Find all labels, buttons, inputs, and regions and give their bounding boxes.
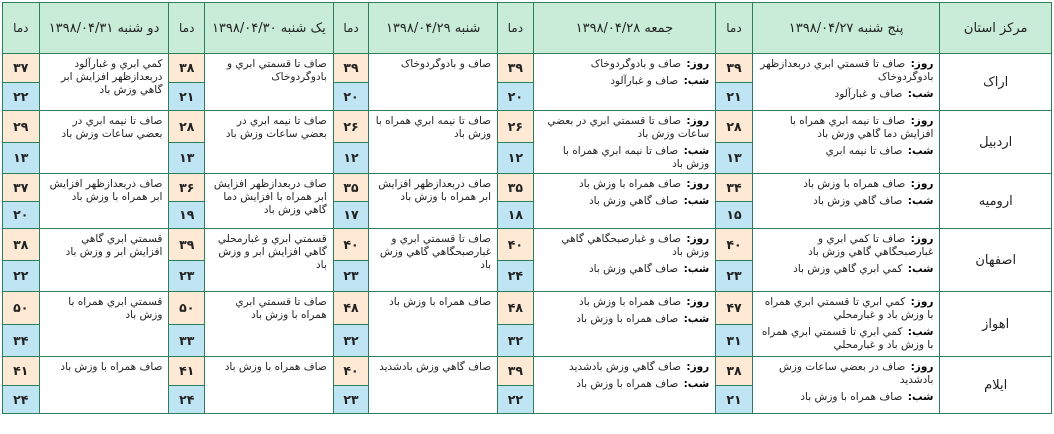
day-forecast (753, 357, 940, 387)
temperature-box (334, 229, 369, 291)
night-forecast-text: صاف همراه با وزش باد (576, 378, 679, 390)
forecast-cell-mon (39, 111, 169, 174)
temperature-box (169, 229, 204, 291)
forecast-cell-thu (752, 174, 940, 229)
day-forecast-text: صاف تا کمي ابري و غبارصبحگاهي گاهي وزش باد (808, 233, 934, 258)
temperature-cell-sat (333, 111, 369, 174)
min-temperature: ۳۴ (3, 325, 39, 357)
min-temperature: ۲۲ (3, 261, 39, 292)
temperature-box (716, 174, 752, 228)
day-forecast (753, 111, 940, 141)
forecast-cell-fri (533, 292, 716, 357)
forecast-cell-fri (533, 111, 716, 174)
temperature-cell-thu (716, 111, 753, 174)
max-temperature: ۴۰ (334, 229, 369, 261)
temp-header-mon: دما (3, 3, 40, 54)
max-temperature: ۳۷ (3, 54, 39, 83)
max-temperature: ۴۰ (498, 229, 533, 261)
day-forecast-text: صاف در بعضي ساعات وزش بادشديد (778, 361, 934, 386)
temperature-box (3, 174, 39, 228)
max-temperature: ۳۶ (169, 174, 204, 202)
forecast-cell-thu (752, 111, 940, 174)
night-forecast (753, 259, 940, 276)
night-label: شب: (907, 263, 934, 275)
forecast-cell-mon (39, 292, 169, 357)
forecast-cell-thu (752, 229, 940, 292)
forecast-text: صاف تا قسمتي ابري و بادوگردوخاک (227, 58, 327, 83)
table-row (3, 357, 1052, 414)
temperature-box (498, 111, 533, 173)
night-forecast-text: صاف گاهي وزش باد (813, 195, 903, 207)
min-temperature: ۲۰ (498, 83, 533, 111)
min-temperature: ۲۲ (498, 386, 533, 414)
night-forecast-text: کمي ابري تا قسمتي ابري همراه با وزش باد و غبارمحلي (761, 326, 934, 351)
day-forecast-text: صاف همراه با وزش باد (803, 178, 906, 190)
day-forecast-text: صاف گاهي وزش بادشديد (569, 361, 682, 373)
max-temperature: ۳۵ (498, 174, 533, 202)
temperature-box (498, 229, 533, 291)
forecast-text: صاف همراه با وزش باد (60, 361, 163, 373)
temperature-box (498, 292, 533, 356)
forecast-text: صاف همراه با وزش باد (389, 296, 492, 308)
forecast-cell-sat (369, 174, 498, 229)
forecast-text: صاف دربعدازظهر افزايش ابر همراه با وزش باد (378, 178, 492, 203)
night-forecast (753, 84, 940, 101)
temperature-cell-sat (333, 292, 369, 357)
max-temperature: ۳۷ (3, 174, 39, 202)
max-temperature: ۳۸ (169, 54, 204, 83)
forecast-cell-mon (39, 357, 169, 414)
temperature-cell-fri (498, 229, 534, 292)
day-label: روز: (910, 58, 934, 70)
day-forecast-text: صاف تا نيمه ابري همراه با افزايش دما گاهي وزش باد (789, 115, 934, 140)
day-label: روز: (686, 58, 710, 70)
table-row (3, 174, 1052, 229)
max-temperature: ۴۸ (334, 292, 369, 325)
header-row (3, 3, 1052, 54)
weather-forecast-table (2, 2, 1052, 414)
max-temperature: ۳۴ (716, 174, 752, 202)
max-temperature: ۳۵ (334, 174, 369, 202)
temperature-box (716, 292, 752, 356)
day-forecast (534, 229, 716, 259)
min-temperature: ۲۳ (334, 386, 369, 414)
night-forecast-text: صاف همراه با وزش باد (576, 313, 679, 325)
temperature-box (334, 174, 369, 228)
night-label: شب: (683, 313, 710, 325)
max-temperature: ۴۱ (169, 357, 204, 386)
forecast-cell-sat (369, 357, 498, 414)
temperature-cell-sat (333, 357, 369, 414)
max-temperature: ۳۹ (498, 54, 533, 83)
max-temperature: ۴۰ (334, 357, 369, 386)
min-temperature: ۱۳ (3, 143, 39, 174)
min-temperature: ۲۴ (498, 261, 533, 292)
max-temperature: ۳۹ (334, 54, 369, 83)
forecast-table-container (2, 2, 1052, 432)
temperature-box (498, 54, 533, 110)
min-temperature: ۲۴ (3, 386, 39, 414)
night-forecast (753, 191, 940, 208)
min-temperature: ۲۱ (716, 83, 752, 111)
forecast-text: صاف تا قسمتي ابري همراه با وزش باد (235, 296, 327, 321)
min-temperature: ۲۳ (716, 261, 752, 292)
max-temperature: ۲۶ (498, 111, 533, 143)
forecast-text: صاف گاهي وزش بادشديد (379, 361, 492, 373)
temperature-box (169, 292, 204, 356)
forecast-text: صاف دربعدازظهر افزايش ابر همراه با افزايش دما گاهي وزش باد (213, 178, 327, 216)
night-label: شب: (683, 195, 710, 207)
province-cell: اصفهان (940, 229, 1052, 292)
temperature-box (334, 111, 369, 173)
max-temperature: ۲۹ (3, 111, 39, 143)
max-temperature: ۳۸ (716, 357, 752, 386)
max-temperature: ۳۹ (716, 54, 752, 83)
min-temperature: ۱۹ (169, 202, 204, 229)
day-forecast-text: صاف و غبارصبحگاهي گاهي وزش باد (561, 233, 710, 258)
forecast-text: قسمتي ابري و غبارمحلي گاهي افزايش ابر و وزش باد (217, 233, 327, 271)
night-forecast (534, 309, 716, 326)
max-temperature: ۲۸ (716, 111, 752, 143)
day-label: روز: (686, 115, 710, 127)
temperature-cell-sat (333, 174, 369, 229)
temperature-box (498, 357, 533, 413)
temperature-box (3, 357, 39, 413)
forecast-cell-sun (204, 111, 333, 174)
table-row (3, 292, 1052, 357)
temperature-cell-sun (169, 292, 205, 357)
forecast-cell-sun (204, 292, 333, 357)
temperature-box (334, 292, 369, 356)
night-label: شب: (907, 88, 934, 100)
temp-header-sun: دما (169, 3, 205, 54)
night-forecast (534, 374, 716, 391)
day-label: روز: (910, 233, 934, 245)
min-temperature: ۱۸ (498, 202, 533, 229)
temperature-cell-mon (3, 111, 40, 174)
min-temperature: ۲۳ (334, 261, 369, 292)
temperature-cell-thu (716, 54, 753, 111)
day-label: روز: (910, 296, 934, 308)
temperature-cell-mon (3, 357, 40, 414)
night-forecast (534, 191, 716, 208)
forecast-cell-mon (39, 229, 169, 292)
min-temperature: ۲۴ (169, 386, 204, 414)
day-forecast-text: صاف و بادوگردوخاک (590, 58, 682, 70)
temperature-cell-sun (169, 54, 205, 111)
temperature-cell-thu (716, 292, 753, 357)
max-temperature: ۴۸ (498, 292, 533, 325)
forecast-text: قسمتي ابري همراه با وزش باد (68, 296, 163, 321)
province-column-header: مرکز استان (940, 3, 1052, 54)
temperature-box (498, 174, 533, 228)
max-temperature: ۳۹ (498, 357, 533, 386)
forecast-cell-thu (752, 54, 940, 111)
day-forecast-text: صاف همراه با وزش باد (579, 178, 682, 190)
night-forecast-text: صاف همراه با وزش باد (800, 391, 903, 403)
temperature-box (169, 54, 204, 110)
forecast-cell-sun (204, 174, 333, 229)
min-temperature: ۱۲ (498, 143, 533, 174)
day-label: روز: (910, 361, 934, 373)
max-temperature: ۳۸ (3, 229, 39, 261)
temperature-cell-fri (498, 292, 534, 357)
day-label: روز: (686, 178, 710, 190)
forecast-cell-fri (533, 357, 716, 414)
forecast-text: صاف و بادوگردوخاک (400, 58, 492, 70)
temperature-box (334, 357, 369, 413)
day-forecast (534, 174, 716, 191)
forecast-cell-mon (39, 174, 169, 229)
night-label: شب: (683, 263, 710, 275)
night-label: شب: (907, 195, 934, 207)
day-header-sat: شنبه ۱۳۹۸/۰۴/۲۹ (369, 3, 498, 54)
table-row (3, 54, 1052, 111)
temperature-box (716, 111, 752, 173)
temperature-cell-mon (3, 174, 40, 229)
table-row (3, 111, 1052, 174)
province-cell: اروميه (940, 174, 1052, 229)
max-temperature: ۴۷ (716, 292, 752, 325)
forecast-text: صاف تا نيمه ابري همراه با وزش باد (375, 115, 492, 140)
forecast-text: صاف همراه با وزش باد (224, 361, 327, 373)
night-label: شب: (683, 145, 710, 157)
min-temperature: ۱۷ (334, 202, 369, 229)
min-temperature: ۳۳ (169, 325, 204, 357)
min-temperature: ۲۱ (169, 83, 204, 111)
min-temperature: ۳۲ (334, 325, 369, 357)
temp-header-sat: دما (333, 3, 369, 54)
forecast-cell-thu (752, 292, 940, 357)
day-forecast-text: صاف تا قسمتي ابري در بعضي ساعات وزش باد (547, 115, 710, 140)
temperature-box (3, 54, 39, 110)
day-forecast (534, 357, 716, 374)
temperature-box (716, 229, 752, 291)
temperature-box (169, 174, 204, 228)
province-cell: اهواز (940, 292, 1052, 357)
temperature-cell-thu (716, 357, 753, 414)
min-temperature: ۳۱ (716, 325, 752, 357)
province-cell: اراک (940, 54, 1052, 111)
night-forecast (753, 322, 940, 352)
temperature-box (3, 229, 39, 291)
day-forecast (753, 229, 940, 259)
forecast-cell-sat (369, 292, 498, 357)
forecast-text: قسمتي ابري گاهي افزايش ابر و وزش باد (65, 233, 163, 258)
min-temperature: ۱۵ (716, 202, 752, 229)
temperature-box (3, 111, 39, 173)
temperature-box (169, 111, 204, 173)
temperature-cell-sun (169, 111, 205, 174)
temperature-box (169, 357, 204, 413)
day-label: روز: (686, 361, 710, 373)
night-forecast (534, 71, 716, 88)
day-header-fri: جمعه ۱۳۹۸/۰۴/۲۸ (533, 3, 716, 54)
day-forecast (753, 174, 940, 191)
temperature-box (3, 292, 39, 356)
forecast-cell-sat (369, 111, 498, 174)
temperature-cell-sun (169, 357, 205, 414)
temperature-cell-mon (3, 292, 40, 357)
forecast-cell-sun (204, 357, 333, 414)
min-temperature: ۱۳ (169, 143, 204, 174)
night-forecast (753, 387, 940, 404)
temperature-cell-mon (3, 54, 40, 111)
temperature-cell-fri (498, 54, 534, 111)
min-temperature: ۲۰ (334, 83, 369, 111)
night-forecast-text: صاف گاهي وزش باد (588, 263, 679, 275)
max-temperature: ۵۰ (3, 292, 39, 325)
night-label: شب: (683, 378, 710, 390)
forecast-cell-sat (369, 54, 498, 111)
night-label: شب: (683, 75, 710, 87)
province-cell: اردبيل (940, 111, 1052, 174)
day-label: روز: (910, 115, 934, 127)
max-temperature: ۳۹ (169, 229, 204, 261)
night-label: شب: (907, 326, 934, 338)
night-forecast-text: صاف و غبارآلود (610, 75, 679, 87)
temp-header-thu: دما (716, 3, 753, 54)
min-temperature: ۱۲ (334, 143, 369, 174)
forecast-text: صاف تا نيمه ابري در بعضي ساعات وزش باد (61, 115, 163, 140)
day-forecast (753, 54, 940, 84)
day-label: روز: (686, 233, 710, 245)
forecast-cell-sun (204, 229, 333, 292)
day-forecast-text: کمي ابري تا قسمتي ابري همراه با وزش باد و غبارمحلي (764, 296, 934, 321)
province-cell: ايلام (940, 357, 1052, 414)
forecast-cell-mon (39, 54, 169, 111)
min-temperature: ۳۲ (498, 325, 533, 357)
temperature-cell-sat (333, 54, 369, 111)
table-row (3, 229, 1052, 292)
temperature-box (716, 54, 752, 110)
day-forecast-text: صاف تا قسمتي ابري دربعدازظهر بادوگردوخاک (760, 58, 934, 83)
forecast-text: کمي ابري و غبارآلود دربعدازظهر افزايش ابر گاهي وزش باد (60, 58, 163, 96)
temperature-cell-thu (716, 174, 753, 229)
day-label: روز: (910, 178, 934, 190)
day-forecast (534, 54, 716, 71)
min-temperature: ۲۲ (3, 83, 39, 111)
night-forecast-text: صاف گاهي وزش باد (588, 195, 679, 207)
day-forecast (534, 292, 716, 309)
forecast-cell-fri (533, 229, 716, 292)
day-forecast-text: صاف همراه با وزش باد (579, 296, 682, 308)
temperature-box (334, 54, 369, 110)
forecast-cell-fri (533, 174, 716, 229)
forecast-text: صاف تا نيمه ابري در بعضي ساعات وزش باد (225, 115, 327, 140)
day-forecast (534, 111, 716, 141)
forecast-text: صاف دربعدازظهر افزايش ابر همراه با وزش باد (49, 178, 163, 203)
max-temperature: ۵۰ (169, 292, 204, 325)
temperature-cell-sun (169, 229, 205, 292)
min-temperature: ۲۱ (716, 386, 752, 414)
night-label: شب: (907, 145, 934, 157)
day-forecast (753, 292, 940, 322)
night-forecast-text: کمي ابري گاهي وزش باد (793, 263, 903, 275)
forecast-cell-thu (752, 357, 940, 414)
night-forecast (534, 259, 716, 276)
temperature-cell-fri (498, 357, 534, 414)
temperature-cell-sun (169, 174, 205, 229)
temperature-cell-mon (3, 229, 40, 292)
day-header-mon: دو شنبه ۱۳۹۸/۰۴/۳۱ (39, 3, 169, 54)
forecast-cell-sat (369, 229, 498, 292)
night-forecast (534, 141, 716, 171)
max-temperature: ۴۰ (716, 229, 752, 261)
temperature-cell-fri (498, 111, 534, 174)
max-temperature: ۴۱ (3, 357, 39, 386)
min-temperature: ۱۳ (716, 143, 752, 174)
temperature-cell-thu (716, 229, 753, 292)
day-header-thu: پنج شنبه ۱۳۹۸/۰۴/۲۷ (752, 3, 940, 54)
day-label: روز: (686, 296, 710, 308)
day-header-sun: یک شنبه ۱۳۹۸/۰۴/۳۰ (204, 3, 333, 54)
temperature-box (716, 357, 752, 413)
forecast-cell-fri (533, 54, 716, 111)
min-temperature: ۲۳ (169, 261, 204, 292)
night-forecast (753, 141, 940, 158)
max-temperature: ۲۸ (169, 111, 204, 143)
temperature-cell-sat (333, 229, 369, 292)
night-forecast-text: صاف تا نيمه ابري همراه با وزش باد (562, 145, 710, 170)
night-forecast-text: صاف تا نيمه ابري (825, 145, 903, 157)
temperature-cell-fri (498, 174, 534, 229)
forecast-text: صاف تا قسمتي ابري و غبارصبحگاهي گاهي وزش باد (379, 233, 492, 271)
temp-header-fri: دما (498, 3, 534, 54)
night-forecast-text: صاف و غبارآلود (834, 88, 903, 100)
min-temperature: ۲۰ (3, 202, 39, 229)
max-temperature: ۲۶ (334, 111, 369, 143)
forecast-cell-sun (204, 54, 333, 111)
night-label: شب: (907, 391, 934, 403)
